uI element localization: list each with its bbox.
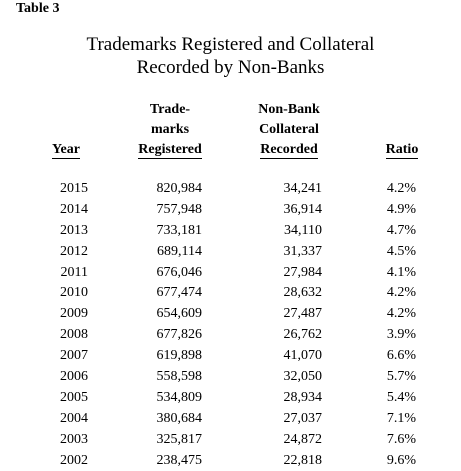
cell-year: 2011 [60, 264, 88, 280]
table-row [0, 430, 461, 451]
cell-ratio: 4.2% [386, 285, 416, 301]
cell-year: 2009 [60, 306, 88, 322]
column-header-trademarks-line-2: marks [150, 122, 190, 137]
table-row [0, 221, 461, 242]
column-header-ratio [370, 140, 434, 160]
cell-ratio: 4.5% [386, 243, 416, 259]
cell-year: 2012 [60, 243, 88, 259]
cell-ratio: 5.7% [386, 369, 416, 385]
cell-year: 2007 [60, 348, 88, 364]
cell-nonbank: 34,110 [284, 222, 322, 238]
cell-trademarks: 619,898 [156, 348, 202, 364]
cell-nonbank: 36,914 [283, 201, 322, 217]
table-body [0, 179, 461, 471]
cell-year: 2013 [60, 222, 88, 238]
cell-trademarks: 677,826 [156, 327, 202, 343]
cell-trademarks: 676,046 [156, 264, 202, 280]
cell-trademarks: 534,809 [156, 389, 202, 405]
table-row [0, 200, 461, 221]
cell-trademarks: 654,609 [156, 306, 202, 322]
cell-ratio: 4.9% [386, 201, 416, 217]
cell-trademarks: 558,598 [156, 369, 202, 385]
cell-year: 2010 [60, 285, 88, 301]
cell-ratio: 5.4% [386, 389, 416, 405]
cell-ratio: 6.6% [386, 348, 416, 364]
column-header-trademarks-line-1: Trade- [149, 102, 191, 117]
cell-trademarks: 238,475 [156, 452, 202, 468]
cell-year: 2002 [60, 452, 88, 468]
cell-trademarks: 689,114 [157, 243, 202, 259]
table-row [0, 409, 461, 430]
column-header-nonbank-line-2: Collateral [259, 122, 319, 137]
cell-ratio: 4.2% [386, 181, 416, 196]
cell-trademarks: 733,181 [156, 222, 202, 238]
cell-trademarks: 757,948 [156, 201, 202, 217]
cell-nonbank: 26,762 [283, 327, 322, 343]
table-row [0, 242, 461, 263]
cell-ratio: 9.6% [386, 452, 416, 468]
table-row [0, 304, 461, 325]
table-row [0, 283, 461, 304]
table-title-line-1: Trademarks Registered and Collateral [86, 34, 375, 55]
column-header-nonbank [238, 100, 340, 160]
cell-nonbank: 28,632 [283, 285, 322, 301]
cell-ratio: 3.9% [386, 327, 416, 343]
column-header-ratio-label: Ratio [385, 142, 419, 157]
column-header-year-label: Year [52, 142, 80, 157]
cell-ratio: 7.1% [386, 410, 416, 426]
cell-nonbank: 41,070 [283, 348, 322, 364]
cell-ratio: 4.7% [386, 222, 416, 238]
column-header-year [42, 140, 90, 160]
table-row [0, 346, 461, 367]
cell-ratio: 4.2% [386, 306, 416, 322]
cell-nonbank: 27,037 [283, 410, 322, 426]
cell-nonbank: 28,934 [283, 389, 322, 405]
cell-trademarks: 820,984 [156, 181, 202, 196]
cell-year: 2006 [60, 369, 88, 385]
cell-nonbank: 27,487 [283, 306, 322, 322]
cell-year: 2004 [60, 410, 88, 426]
cell-nonbank: 32,050 [283, 369, 322, 385]
cell-trademarks: 380,684 [156, 410, 202, 426]
cell-ratio: 7.6% [386, 431, 416, 447]
column-header-nonbank-line-1: Non-Bank [258, 102, 320, 117]
table-row [0, 388, 461, 409]
cell-ratio: 4.1% [386, 264, 416, 280]
cell-trademarks: 325,817 [156, 431, 202, 447]
cell-nonbank: 27,984 [283, 264, 322, 280]
cell-year: 2003 [60, 431, 88, 447]
cell-trademarks: 677,474 [156, 285, 202, 301]
table-row [0, 451, 461, 471]
cell-year: 2014 [60, 201, 88, 217]
column-header-nonbank-line-3: Recorded [260, 142, 318, 157]
table-row [0, 263, 461, 284]
table-title-line-2: Recorded by Non-Banks [136, 57, 325, 78]
cell-year: 2008 [60, 327, 88, 343]
column-header-trademarks [122, 100, 218, 160]
table-row [0, 325, 461, 346]
cell-year: 2005 [60, 389, 88, 405]
cell-year: 2015 [60, 181, 88, 196]
table-row [0, 179, 461, 200]
table-label: Table 3 [16, 1, 60, 16]
cell-nonbank: 24,872 [283, 431, 322, 447]
column-header-trademarks-line-3: Registered [138, 142, 202, 157]
cell-nonbank: 34,241 [283, 181, 322, 196]
cell-nonbank: 22,818 [283, 452, 322, 468]
table-row [0, 367, 461, 388]
cell-nonbank: 31,337 [283, 243, 322, 259]
